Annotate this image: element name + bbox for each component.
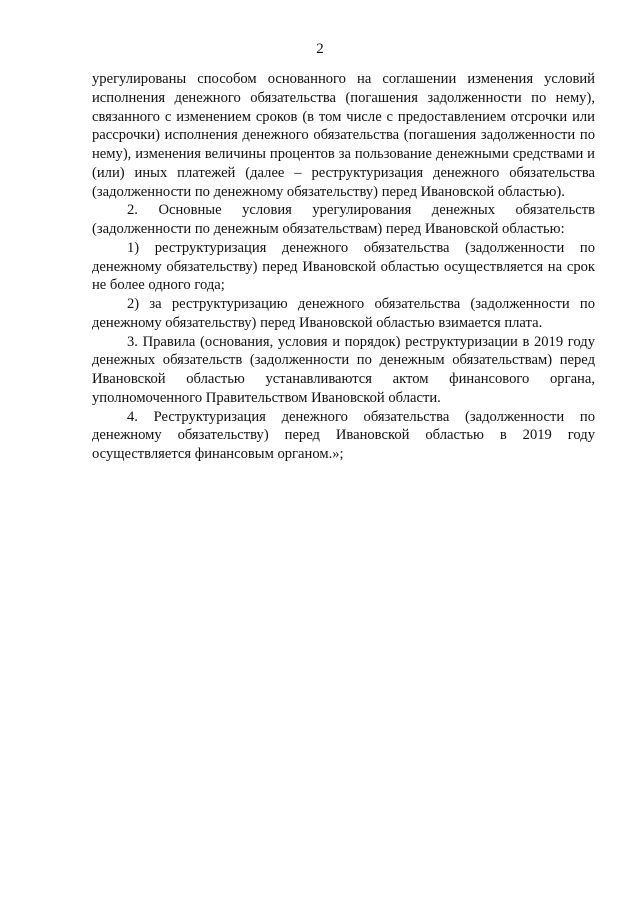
paragraph-item-2: 2. Основные условия урегулирования денежных обязательств (задолженности по денежным обязательствам) перед Ивановской областью: xyxy=(92,202,595,237)
document-body xyxy=(92,70,595,464)
paragraph-subitem-2: 2) за реструктуризацию денежного обязательства (задолженности по денежному обязательству) перед Ивановской областью взимается плата. xyxy=(92,296,595,331)
paragraph-item-3: 3. Правила (основания, условия и порядок) реструктуризации в 2019 году денежных обязательств (задолженности по денежным обязательствам) перед Ивановской областью устанавливаются актом финансового органа, уполномоченного Правительством Ивановской области. xyxy=(92,333,595,406)
paragraph-continuation: урегулированы способом основанного на соглашении изменения условий исполнения денежного обязательства (погашения задолженности по нему), связанного с изменением сроков (в том числе с предоставлением отсрочки или рассрочки) исполнения денежного обязательства (погашения задолженности по нему), изменения величины процентов за пользование денежными средствами и (или) иных платежей (далее – реструктуризация денежного обязательства (задолженности по денежному обязательству) перед Ивановской областью). xyxy=(92,71,595,200)
paragraph-item-4: 4. Реструктуризация денежного обязательства (задолженности по денежному обязательству) перед Ивановской областью в 2019 году осуществляется финансовым органом.»; xyxy=(92,408,595,462)
paragraph-subitem-1: 1) реструктуризация денежного обязательства (задолженности по денежному обязательству) перед Ивановской областью осуществляется на срок не более одного года; xyxy=(92,239,595,294)
page-number: 2 xyxy=(316,41,324,57)
